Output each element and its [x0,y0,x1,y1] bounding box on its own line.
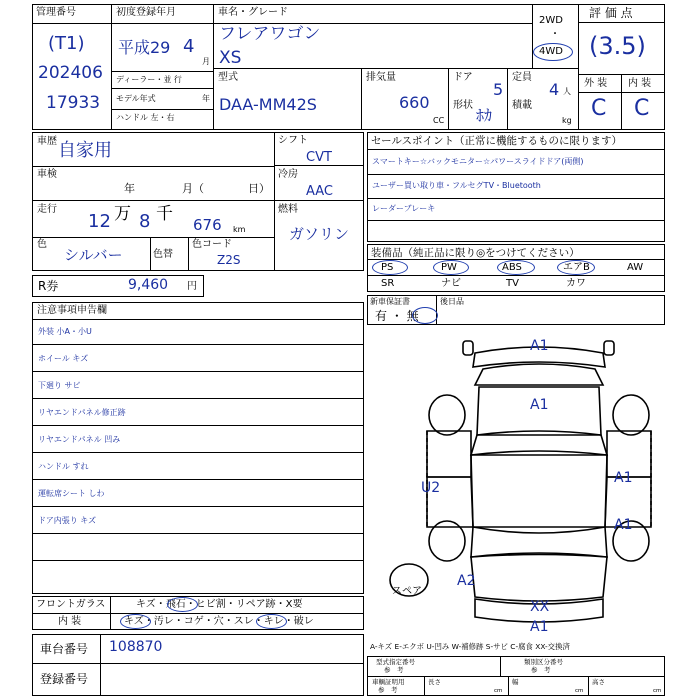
ac-label: 冷房 [278,169,298,180]
load-unit: kg [562,116,572,125]
warranty-value: 有 ・ 無 [375,309,419,323]
equip-airbag: エアB [563,262,590,273]
mileage-unit: km [233,225,246,234]
interior-values: キズ・汚レ・コゲ・穴・スレ・キレ・破レ [124,616,314,627]
mileage-label: 走行 [37,204,57,215]
equip-abs: ABS [502,262,522,273]
diagram-mark-front-bumper: A1 [530,619,549,635]
fuel-label: 燃料 [278,204,298,215]
diagram-mark-rear-bumper: A1 [530,338,549,354]
equip-ps: PS [381,262,394,273]
left-rear-wheel [429,395,465,435]
mileage-man: 12 [88,211,111,232]
mgmt-code: (T1) [48,33,85,54]
reg-label: 初度登録年月 [116,7,176,18]
note-item: 下廻り サビ [38,381,81,390]
mgmt-number-1: 202406 [38,63,103,83]
note-item: 運転席シート しわ [38,489,105,498]
mileage-rest: 676 [193,216,222,234]
interior-wear-circle [256,614,287,629]
equip-tv: TV [506,278,519,289]
diagram-mark-right-front-door: A1 [614,517,633,533]
interior-label: 内 装 [628,78,652,89]
equip-pw-circle [433,260,469,275]
mgmt-number-2: 17933 [46,93,101,113]
sales-point-item: レーダーブレーキ [372,204,436,213]
notes-label: 注意事項申告欄 [37,305,107,316]
diagram-mark-front-bumper-exchanged: XX [530,599,550,615]
color-value: シルバー [64,246,123,264]
name-label: 車名・グレード [218,7,288,18]
shift-value: CVT [306,150,332,165]
right-rear-wheel [613,395,649,435]
note-item: ホイール キズ [38,354,89,363]
note-item: ハンドル すれ [38,462,89,471]
inspection-label: 車検 [37,169,57,180]
model-year-label: モデル年式 [116,94,156,103]
disp-label: 排気量 [366,72,396,83]
exterior-label: 外 装 [584,78,608,89]
mileage-sen: 8 [139,211,151,232]
spare-label: スペア [392,586,422,597]
ref-cell-vehicle-cert-note: 参 考 [378,686,398,694]
equip-leather: カワ [566,278,586,289]
shift-label: シフト [278,135,308,146]
ref-cell-category: 類別区分番号 [524,658,563,666]
chassis-number: 108870 [109,639,163,655]
shape-label: 形状 [453,100,473,111]
equip-pw: PW [441,262,457,273]
disp-value: 660 [399,93,430,112]
reg-era: 平成29 [118,38,171,57]
r-ticket-unit: 円 [187,281,197,292]
ref-cell-height: 高さ [592,678,605,686]
equip-abs-circle [497,260,535,275]
history-label: 車歴 [37,136,57,147]
windshield-values: キズ・飛石・ヒビ割・リペア跡・X要 [136,599,303,610]
car-name: フレアワゴン [219,24,321,44]
cap-unit: 人 [563,87,571,96]
manual-label: 後日品 [440,297,464,306]
equip-airbag-circle [557,260,595,275]
ref-cell-width: 幅 [512,678,519,686]
model-year-unit: 年 [202,94,210,103]
windshield-chip-circle [167,597,198,612]
color-change-label: 色替 [153,249,173,260]
reg-month-unit: 月 [202,57,210,66]
interior-grade: C [634,96,650,121]
door-label: ドア [453,72,473,83]
shape-value: ﾎｶ [476,106,493,125]
exterior-grade: C [591,96,607,121]
color-label: 色 [37,239,47,250]
registration-label: 登録番号 [40,672,89,686]
type-value: DAA-MM42S [219,95,317,114]
sales-points-label: セールスポイント（正常に機能するものに限ります） [371,135,623,147]
diagram-mark-roof: A1 [530,397,549,413]
ref-cell-height-unit: cm [653,688,662,694]
diagram-mark-right-rear-door: A1 [614,470,633,486]
drive-dot: ・ [550,29,560,40]
equip-navi: ナビ [441,278,461,289]
disp-unit: CC [433,116,445,125]
bonnet-outline [471,527,607,557]
type-label: 型式 [218,72,238,83]
ref-cell-category-note: 参 考 [531,666,551,674]
grade-score: (3.5) [589,32,646,60]
mgmt-label: 管理番号 [36,7,76,18]
windshield-label: フロントガラス [36,599,106,610]
ref-cell-model-designation: 型式指定番号 [376,658,415,666]
fuel-value: ガソリン [289,225,350,243]
ref-cell-model-designation-note: 参 考 [384,666,404,674]
handle-label: ハンドル 左・右 [116,113,175,122]
equip-sr: SR [381,278,395,289]
ref-cell-width-unit: cm [575,688,584,694]
sales-point-item: スマートキー☆バックモニター☆パワースライドドア(両側) [372,157,584,166]
mileage-sen-unit: 千 [156,204,173,224]
diagram-mark-left-side: U2 [421,480,441,496]
note-item: 外装 小A・小U [38,327,92,336]
mileage-man-unit: 万 [114,204,131,224]
inspection-month: 月（ [182,182,204,195]
reg-month: 4 [183,36,195,57]
r-ticket-label: R券 [38,279,59,293]
history-value: 自家用 [58,140,112,161]
ref-cell-length-unit: cm [494,688,503,694]
drive-4wd-circle [533,43,573,61]
note-item: リヤエンドパネル 凹み [38,435,121,444]
load-label: 積載 [512,100,532,111]
grade-label: 評 価 点 [589,6,633,20]
cap-value: 4 [549,80,560,99]
car-grade: XS [219,48,242,68]
inspection-year: 年 [124,182,135,195]
door-value: 5 [493,80,504,99]
ref-cell-vehicle-cert: 車輌証明用 [372,678,405,686]
interior-cond-label: 内 装 [58,616,82,627]
equipment-label: 装備品（純正品に限り◎をつけてください） [371,247,580,259]
sales-point-item: ユーザー買い取り車・フルセグTV・Bluetooth [372,181,541,190]
chassis-label: 車台番号 [40,642,89,656]
inspection-day: 日） [248,182,270,195]
note-item: リヤエンドパネル修正跡 [38,408,126,417]
color-code: Z2S [217,253,241,267]
dealer-label: ディーラー・並 行 [116,75,182,84]
note-item: ドア内張り キズ [38,516,97,525]
equip-aw: AW [627,262,644,273]
interior-scratch-circle [120,614,151,629]
r-ticket-value: 9,460 [128,277,169,293]
diagram-mark-front-left: A2 [457,573,476,589]
equip-ps-circle [372,260,408,275]
damage-legend: A-キズ E-エクボ U-凹み W-補修跡 S-サビ C-腐食 XX-交換済 [370,642,570,651]
warranty-label: 新車保証書 [370,297,410,306]
warranty-none-circle [412,307,438,324]
ref-cell-length: 長さ [428,678,441,686]
left-rear-door [427,431,471,477]
color-code-label: 色コード [192,239,232,250]
drive-2wd: 2WD [539,15,563,26]
cap-label: 定員 [512,72,532,83]
notes-box [32,302,364,594]
ac-value: AAC [306,184,333,199]
drive-4wd: 4WD [539,46,563,57]
